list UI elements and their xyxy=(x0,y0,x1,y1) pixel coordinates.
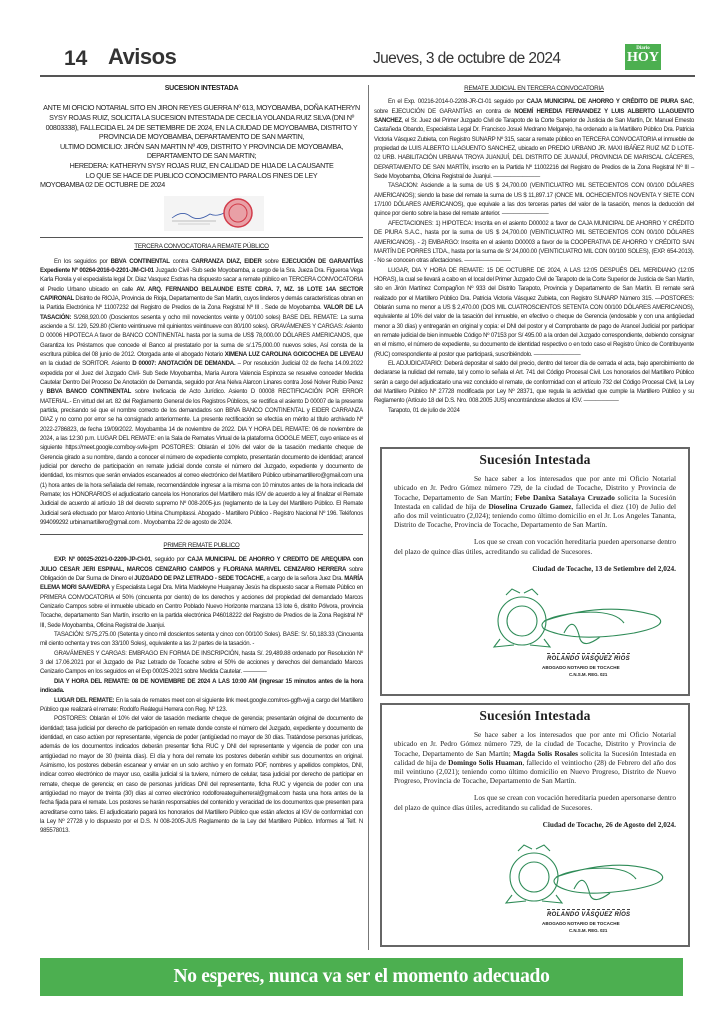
notice-remate-judicial xyxy=(374,84,694,416)
bold-text-segment: Magda Solis Rosales xyxy=(513,748,578,758)
column-divider xyxy=(368,85,369,950)
notice-paragraph xyxy=(40,556,363,631)
notice-paragraph xyxy=(374,98,694,182)
notary-seal-icon xyxy=(394,581,684,661)
bold-text-segment: Febe Danixa Satalaya Cruzado xyxy=(515,492,615,502)
notary-stamp-signature xyxy=(164,196,264,231)
notice-closing: Los que se crean con vocación hereditaria pueden apersonarse dentro del plazo de quince días útiles, acreditando su calidad de Sucesores. xyxy=(394,537,676,556)
text-segment: TASACION: Asciende a la suma de US $ 24,700.00 (VEINTICUATRO MIL SETECIENTOS CON 00/100 DÓLARES AMERICANOS); siendo la base del remate la suma de US $ 11,897.17 (ONCE MIL OCHECIENTOS NOVENTA Y SIETE CON 17/100 DÓLARES AMERICANOS), que equivale a las dos terceras partes del valor de la tasación, menos la deducción del quince por ciento sobre la base del remate anterior. ———————— xyxy=(374,183,694,218)
notice-line: ULTIMO DOMICILIO: JIRÓN SAN MARTIN Nº 409, DISTRITO Y PROVINCIA DE MOYOBAMBA, DEPARTAMENTO DE SAN MARTIN; xyxy=(60,141,343,161)
notary-signature-block xyxy=(394,837,676,942)
bold-text-segment: LUGAR DEL REMATE: xyxy=(54,697,115,704)
text-segment: , fallecida el diez (10) de Julio del año dos mil veinticuatro (2,024); teniendo como último domicilio en el Jr. Los Angeles Tananta, Distrito de Tocache, Provincia de Tocache, Departamento de San Martín. xyxy=(394,501,676,530)
notary-registry: C.N.S.M. REG. 021 xyxy=(569,672,608,678)
text-segment: sobre xyxy=(261,258,282,265)
right-column xyxy=(374,84,694,416)
text-segment: , el Sr. Juez del Primer Juzgado Civil de Tarapoto de la Corte Superior de Justicia de San Martín, Dr. Manuel Ernesto Castañeda Obando, Especialista Legal Dr. Francisco Josué Medrano Melgarejo, ha ordenado a la Martillero Público Dra. Patricia Victoria Vásquez Zubieta, con Registro SUNARP Nº 315, sacar a remate público en TERCERA CONVOCATORIA el inmueble de propiedad de LUIS ALBERTO LLAGUENTO SANCHEZ, ubicado en PREDIO URBANO JR. MAXI IBÁÑEZ RUIZ MZ D LOTE-02 URB. HABILITACIÓN URBANA TROYA JUANJUÍ, DEL DISTRITO DE JUANJUÍ, PROVINCIA DE MARISCAL CÁCERES, DEPARTAMENTO DE SAN MARTÍN, inscrito en la Partida Nº 11002216 del Registro de Predios de la Zona Registral Nº III – Sede Moyobamba, Oficina Registral de Juanjui. ———————— xyxy=(374,118,694,181)
bold-text-segment: Dioselina Cruzado Gamez xyxy=(488,501,572,511)
notice-paragraph xyxy=(40,631,363,650)
text-segment: solicita la Sucesión Intestada en calidad de hija de xyxy=(394,748,676,767)
notary-role: ABOGADO NOTARIO DE TOCACHE xyxy=(542,665,620,671)
text-segment: LUGAR, DIA Y HORA DE REMATE: 15 DE OCTUBRE DE 2024, A LAS 12:05 DESPUÉS DEL MERIDIANO (12:05 HORAS), la cual se llevará a cabo en el local del Primer Juzgado Civil de Tarapoto de la Corte Superior de Justicia de San Martín, sito en Jirón Martínez Compagñon Nº 933 del Distrito Tarapoto, Provincia y Departamento de San Martín. El remate será realizado por el Martillero Público Dra. Patricia Victoria Vásquez Zubieta, con Registro SUNARP Número 315. —POSTORES: Oblarán suma no menor a US $ 2,470.00 (DOS MIL CUATROSCIENTOS SETENTA CON 00/100 DÓLARES AMERICANOS), equivalente al 10% del valor de la tasación del inmueble, en efectivo o cheque de Gerencia (endosable y con una antigüedad menor a 30 días) y entregarán en original y copia: el DNI del postor y el Comprobante de pago de Arancel Judicial por participar en remate judicial de bien inmueble Código Nº 07153 por S/ 495.00 a la orden del Juzgado correspondiente, debiendo consignar en el mismo, el número de expediente, su documento de identidad respectivo o en todo caso el Registro Único de Contribuyente (RUC) correspondiente al postor que participará, suscribiéndolo. ———————— xyxy=(374,267,694,358)
newspaper-logo xyxy=(625,44,661,70)
header-divider xyxy=(40,75,695,77)
bold-text-segment: EJECUCIÓN DE GARANTÍAS Expediente Nº 00264-2016-0-2201-JM-CI-01 xyxy=(40,258,363,274)
notice-paragraph xyxy=(40,678,363,697)
notice-body xyxy=(394,474,676,529)
bold-text-segment: BBVA CONTINENTAL xyxy=(110,258,170,265)
text-segment: , sobre EJECUCIÓN DE GARANTÍAS en contra de xyxy=(374,99,694,115)
notary-seal-icon xyxy=(394,837,684,917)
logo-big-text: HOY xyxy=(627,50,659,65)
bold-text-segment: Domingo Solis Huaman xyxy=(448,757,523,767)
notice-closing: Los que se crean con vocación hereditaria pueden apersonarse dentro del plazo de quince días útiles, acreditando su calidad de Sucesores. xyxy=(394,793,676,812)
notary-name: ROLANDO VÁSQUEZ RÍOS xyxy=(547,909,630,920)
bold-text-segment: XIMENA LUZ CAROLINA GOICOCHEA DE LEVEAU xyxy=(224,351,363,358)
text-segment: en la ciudad de SORITOR. Asiento xyxy=(40,361,133,368)
notice-paragraph xyxy=(374,220,694,267)
text-segment: sobre Obligación de Dar Suma de Dinero el xyxy=(40,566,363,583)
text-segment: EL ADJUDICATARIO: Deberá depositar el saldo del precio, dentro del tercer día de cerrada el acta, bajo apercibimiento de declararse la nulidad del remate, tal y como lo señala el Art. 741 del Código Procesal Civil. Los honorarios del Martillero Público serán a cargo del adjudicatario una vez concluido el remate, de conformidad con el artículo 732 del Código Procesal Civil, la Ley del Martillero Público Nº 27728 modificada por Ley Nº 28371, que regula la actividad que cumple la Martillero Público y su Reglamento (Artículo 18 del D.S. Nro. 008.2005 JUS) encontrándose afectos al IGV. —————— xyxy=(374,360,694,405)
text-segment: POSTORES: Oblarán el 10% del valor de tasación mediante cheque de gerencia; presentarán original de documento de identidad; tasa judicial por derecho de participación en remate donde conste el número del Juzgado, expediente y documento de identidad, en caso actúen por representante, vigencia de poder (antigüedad no mayor de 30 días. Tratándose personas jurídicas, además de los documentos indicados deberán presentar ficha RUC y DNI del representante y vigencia de poder con una antigüedad no mayor de 30 (treinta días). El día y hora del remate los postores deberán exhibir sus documentos en original. Asimismo, los postores deberán escanear y enviar en un solo archivo y en formato PDF, nombres y apellidos completos, DNI, indicar correo electrónico de mayor uso, casilla judicial si la tuviere, número de celular, tasa judicial por derecho de participar en remate, cheque de gerencia; en caso de personas jurídicas DNI del representante, ficha RUC y vigencia de poder con una antigüedad no mayor de treinta (30) días al correo electrónico rodolforeateguiherreral@gmail.com hasta una hora antes de la fecha fijada para el remate. Los postores se harán responsables del contenido y veracidad de los documentos que presenten para acreditarse como tales. El adjudicatario pagará los honorarios del Martillero Público que están afectos al IGV de conformidad con la Ley Nº 27728 y lo dispuesto por el D.S. N 008-2005-JUS Reglamento de la Ley del Martillero Público. Informes al Telf. N 985578013. xyxy=(40,716,363,835)
notice-title: Sucesión Intestada xyxy=(479,708,591,723)
notice-paragraph xyxy=(374,267,694,360)
notice-title: PRIMER REMATE PUBLICO xyxy=(163,542,240,549)
text-segment: GRAVÁMENES Y CARGAS: EMBRAGO EN FORMA DE INSCRIPCIÓN, hasta S/. 29,489.88 ordenado por Resolución Nº 3 del 17.06.2021 por el Juzgado de Paz Letrado de Tocache sobre el 50% de acciones y derechos del demandado Marcos Cenizario Campos en los seguidos en el Exp 00025-2021 sobre Medida Cautelar. ———— xyxy=(40,650,363,676)
section-title: Avisos xyxy=(108,44,177,69)
notice-divider xyxy=(40,237,363,239)
bold-text-segment: AV. ARQ. FERNANDO BELAUNDE ESTE CDRA. 7, MZ. 16 LOTE 14A SECTOR CAPIRONAL xyxy=(40,286,363,302)
text-segment: En el Exp. 00216-2014-0-2208-JR-CI-01 seguido por xyxy=(388,99,527,106)
text-segment: , fallecido el veintiocho (28) de Febrero del año dos mil veintiuno (2,021); teniendo como último domicilio en Nuevo Progreso, Distrito de Nuevo Progreso, Provincia de Tocache, Departamento de San Martín. xyxy=(394,757,676,786)
bold-text-segment: D 00007: ANOTACIÓN DE DEMANDA. xyxy=(132,361,236,368)
left-column xyxy=(40,84,363,837)
bold-text-segment: BBVA BANCO CONTINENTAL xyxy=(46,389,132,396)
notice-title: SUCESION INTESTADA xyxy=(164,85,239,92)
notice-paragraph xyxy=(40,650,363,678)
bold-text-segment: JUZGADO DE PAZ LETRADO - SEDE TOCACHE xyxy=(134,576,264,583)
notice-paragraph xyxy=(374,182,694,219)
notice-sucesion-moyobamba xyxy=(40,84,363,231)
notice-divider xyxy=(40,534,363,536)
text-segment: – Por resolución Judicial 02 de fecha 14.09.2022 expedida por el Juez del Juzgado Civil- Sub Sede Moyobamba, María Aurora Valencia Espinoza se resuelve conceder Medida Cautelar Dentro Del Proceso De Anotación de Demanda, seguido por Ana Nelva Alarcon Linares contra José Nolver Rubio Perez y xyxy=(40,361,363,396)
text-segment: Juzgado Civil -Sub sede Moyobamba, a cargo de la Sra. Jueza Dra. Figueroa Vega Karla Florela y el especialista legal Dr. Diaz Vasquez Esdras ha dispuesto sacar a remate público en TERCERA CONVOCATORIA el Predio Urbano ubicado en calle xyxy=(40,267,364,293)
bold-text-segment: CAJA MUNICIPAL DE AHORRO Y CREDITO DE AREQUIPA con JULIO CESAR JERI ESPINAL, MARCOS CENIZARIO CAMPOS y FLORIANA MARIVEL CENIZARIO HERRERA xyxy=(40,557,363,573)
notice-place-date: MOYOBAMBA 02 DE OCTUBRE DE 2024 xyxy=(40,180,165,190)
notary-role: ABOGADO NOTARIO DE TOCACHE xyxy=(542,921,620,927)
issue-date: Jueves, 3 de octubre de 2024 xyxy=(373,50,561,67)
notice-body xyxy=(40,103,363,189)
bold-text-segment: EXP. Nº 00025-2021-0-2209-JP-CI-01 xyxy=(54,557,151,564)
notice-line: HEREDERA: KATHERYN SYSY ROJAS RUIZ, EN CALIDAD DE HIJA DE LA CAUSANTE xyxy=(69,160,334,170)
text-segment: S/268,920.00 (Doscientos sesenta y ocho mil novecientos veinte y 00/100 soles) BASE DEL REMATE: La suma asciende a S/. 129, 529.80 (Ciento veintinueve mil quinientos veintinueve con 80/100 soles). GRAVÁMENES Y CARGAS: Asiento D 00006 HIPOTECA A favor de BANCO CONTINENTAL hasta por la suma de US$ 78,000.00 DÓLARES AMERICANOS, que Garantiza los Préstamos que concede el Banco al prestatario por la suma de s/.175,000.00 nuevos soles, Así consta de la escritura pública del 08 junio de 2012. Otorgada ante el abogado Notario xyxy=(40,314,363,358)
bold-text-segment: CARRANZA DIAZ, EIDER xyxy=(191,258,262,265)
text-segment: En los seguidos por xyxy=(54,258,111,265)
text-segment: , seguido por xyxy=(150,557,188,564)
page-number: 14 xyxy=(64,47,88,70)
bold-text-segment: DIA Y HORA DEL REMATE: 08 DE NOVIEMBRE DE 2024 A LAS 10:00 AM (ingresar 15 minutos antes de la hora indicada. xyxy=(40,678,363,695)
notice-title: REMATE JUDICIAL EN TERCERA CONVOCATORIA xyxy=(464,85,604,92)
notice-body xyxy=(40,258,363,529)
notice-place-date: Tarapoto, 01 de julio de 2024 xyxy=(388,407,460,414)
notice-line: ANTE MI OFICIO NOTARIAL SITO EN JIRON REYES GUERRA Nº 613, MOYOBAMBA, DOÑA KATHERYN SYSY ROJAS RUIZ, SOLICITA LA SUCESION INTESTADA DE CECILIA YOLANDA RUIZ SILVA (DNI Nº 00803338), FALLECIDA EL 24 DE SETIEMBRE DE 2024, EN LA CIUDAD DE MOYOBAMBA, DISTRITO Y PROVINCIA DE MOYOBAMBA, DEPARTAMENTO DE SAN MARTIN, xyxy=(43,103,360,142)
text-segment: Distrito de RIOJA, Provincia de Rioja, Departamento de San Martin, cuyos linderos y demás características obran en la Partida Electrónica Nº 11007232 del Registro de Predios de la Zona Registral Nº III . Sede de Moyobamba. xyxy=(40,295,363,312)
bold-text-segment: NOEMÍ HEREDIA FERNANDEZ Y LUIS ALBERTO LLAGUENTO SANCHEZ xyxy=(374,108,694,125)
text-segment: y Especialista Legal Dra. Mirta Madeleyne Huayanay Jesús ha dispuesto sacar a Remate Público en PRIMERA CONVOCATORIA el 50% (cincuenta por ciento) de los derechos y acciones del propiedad del demandado Marcos Cenizario Campos sobre el inmueble ubicado en Centro Poblado Nuevo Horizonte manzana 13 lote 6, distrito Pólvora, provincia Tocache, departamento San Martín, inscrito en la partida electrónica P46018222 del Registro de Predios de la Zona Registral Nº III, Sede Moyobamba, Oficina Registral de Juanjui. xyxy=(40,585,363,629)
notice-city-date: Ciudad de Tocache, 26 de Agosto del 2,024. xyxy=(542,819,676,829)
text-segment: En la sala de remates meet con el siguiente link meet.google.com/nxs-ggfh-wjj a cargo del Martillero Público que realizará el remate: Rodolfo Reátegui Herrera con Reg. Nº 123. xyxy=(40,697,364,713)
notice-paragraph xyxy=(40,715,363,836)
logo-small-text: Diario xyxy=(636,46,650,51)
notice-title: Sucesión Intestada xyxy=(479,452,591,467)
text-segment: AFECTACIONES: 1) HIPOTECA: Inscrita en el asiento D00002 a favor de CAJA MUNICIPAL DE AHORRO Y CRÉDITO DE PIURA S.A.C., hasta por la suma de US $ 24,700.00 (VEINTICUATRO MIL SETECIENTOS CON 00/100 DÓLARES AMERICANOS). - 2) EMBARGO: Inscrita en el asiento D00003 a favor de la COOPERATIVA DE AHORRO Y CRÉDITO SAN MARTÍN DE PORRES LTDA., hasta por la suma de S/ 24,000.00 (VEINTICUATRO MIL CON 00/100 SOLES), (EXP. 654-2013). - No se conocen otras afectaciones. ———————— xyxy=(374,220,694,265)
notice-tercera-convocatoria xyxy=(40,242,363,528)
slogan-banner: No esperes, nunca va ser el momento adecuado xyxy=(40,958,683,996)
notice-title: TERCERA CONVOCATORIA A REMATE PÚBLICO xyxy=(134,243,269,251)
notary-signature-block xyxy=(394,581,676,686)
text-segment: sobre Ineficacia de Acto Jurídico. Asiento D 00008 RECTIFICACIÓN POR ERROR MATERIAL.- En virtud del art. 82 del Reglamento General de los Registros Públicos, se rectifica el asiento D 00007 de la presente partida, precisando sé que el nombre correcto de los demandados son BBVA BANCO CONTINENTAL y EIDER CARRANZA DIAZ y no como por error se ha consignado anteriormente. La presente rectificación se efectúa en mérito al título archivado Nº 2022-2786823, de fecha 19/09/2022. Moyobamba 14 de noviembre de 2022. DIA Y HORA DEL REMATE: 06 de noviembre de 2024, a las 12:30 p.m. LUGAR DEL REMATE: en la Sala de Remates Virtual de la plataforma GOOGLE MEET, cuyo enlace es el siguiente https://meet.google.com/boy-svfe-jpm POSTORES: Oblarán el 10% del valor de la tasación mediante cheque de Gerencia girado a su nombre, dando a conocer el número de expediente completo, presentarán documento de identidad; arancel judicial por derecho de participación en remate judicial donde conste el número del Juzgado, expediente y documento de identidad, los mismos que serán enviados escaneados al correo electrónico del Martillero Público urbinamartillero@gmail.com una (1) hora antes de la hora señalada del remate, recomendándole ingresar a la misma con 10 minutos antes de la hora indicada del Remate; los HONORARIOS el adjudicatario cancela los Honorarios del Martillero más IGV de acuerdo a ley al finalizar el Remate Judicial de acuerdo al artículo 18 del decreto supremo Nº 008-2005-jus (reglamento de la Ley del Martillero Público. El Remate Judicial será efectuado por Marco Antonio Urbina Chumpitassi. Abogado - Martillero Público - Registro Nacional Nº 196. Teléfonos 994099292 urbinamartillero@gmail.com . Moyobamba 22 de agosto de 2024. xyxy=(40,389,363,527)
text-segment: Se hace saber a los interesados que por ante mi Oficio Notarial ubicado en Jr. Pedro Gómez número 729, de la ciudad de Tocache, Distrito y Provincia de Tocache, Departamento de San Martín; xyxy=(394,730,676,758)
notice-box-sucesion-2 xyxy=(380,703,690,947)
text-segment: Se hace saber a los interesados que por ante mi Oficio Notarial ubicado en Jr. Pedro Gómez número 729, de la ciudad de Tocache, Distrito y Provincia de Tocache, Departamento de San Martín; xyxy=(394,474,676,502)
notary-name: ROLANDO VASQUEZ RIOS xyxy=(547,653,630,664)
notice-primer-remate xyxy=(40,541,363,837)
notice-city-date: Ciudad de Tocache, 13 de Setiembre del 2,024. xyxy=(532,563,676,573)
bold-text-segment: MARÍA ELEMA MORI SAAVEDRA xyxy=(40,576,363,592)
notice-body xyxy=(394,730,676,785)
bold-text-segment: CAJA MUNICIPAL DE AHORRO Y CRÉDITO DE PIURA SAC xyxy=(526,99,693,106)
bold-text-segment: VALOR DE LA TASACIÓN: xyxy=(40,305,363,321)
notice-paragraph xyxy=(374,360,694,407)
notary-registry: C.N.S.M. REG. 021 xyxy=(569,928,608,934)
signature-icon xyxy=(164,196,264,231)
notice-box-sucesion-1 xyxy=(380,447,690,696)
text-segment: , a cargo de la señora Juez Dra. xyxy=(263,576,345,583)
text-segment: solicita la Sucesión Intestada en calidad de hija de xyxy=(394,492,676,511)
notice-paragraph xyxy=(40,697,363,716)
text-segment: TASACIÓN: S/75,275.00 (Setenta y cinco mil doscientos setenta y cinco con 00/100 Soles). BASE: S/. 50,183.33 (Cincuenta mil ciento ochenta y tres con 33/100 Soles), equivalente a las 2/ partes de la tasación. - xyxy=(40,632,363,648)
notice-line: LO QUE SE HACE DE PUBLICO CONOCIMIENTO PARA LOS FINES DE LEY xyxy=(85,170,318,180)
text-segment: contra xyxy=(169,258,192,265)
